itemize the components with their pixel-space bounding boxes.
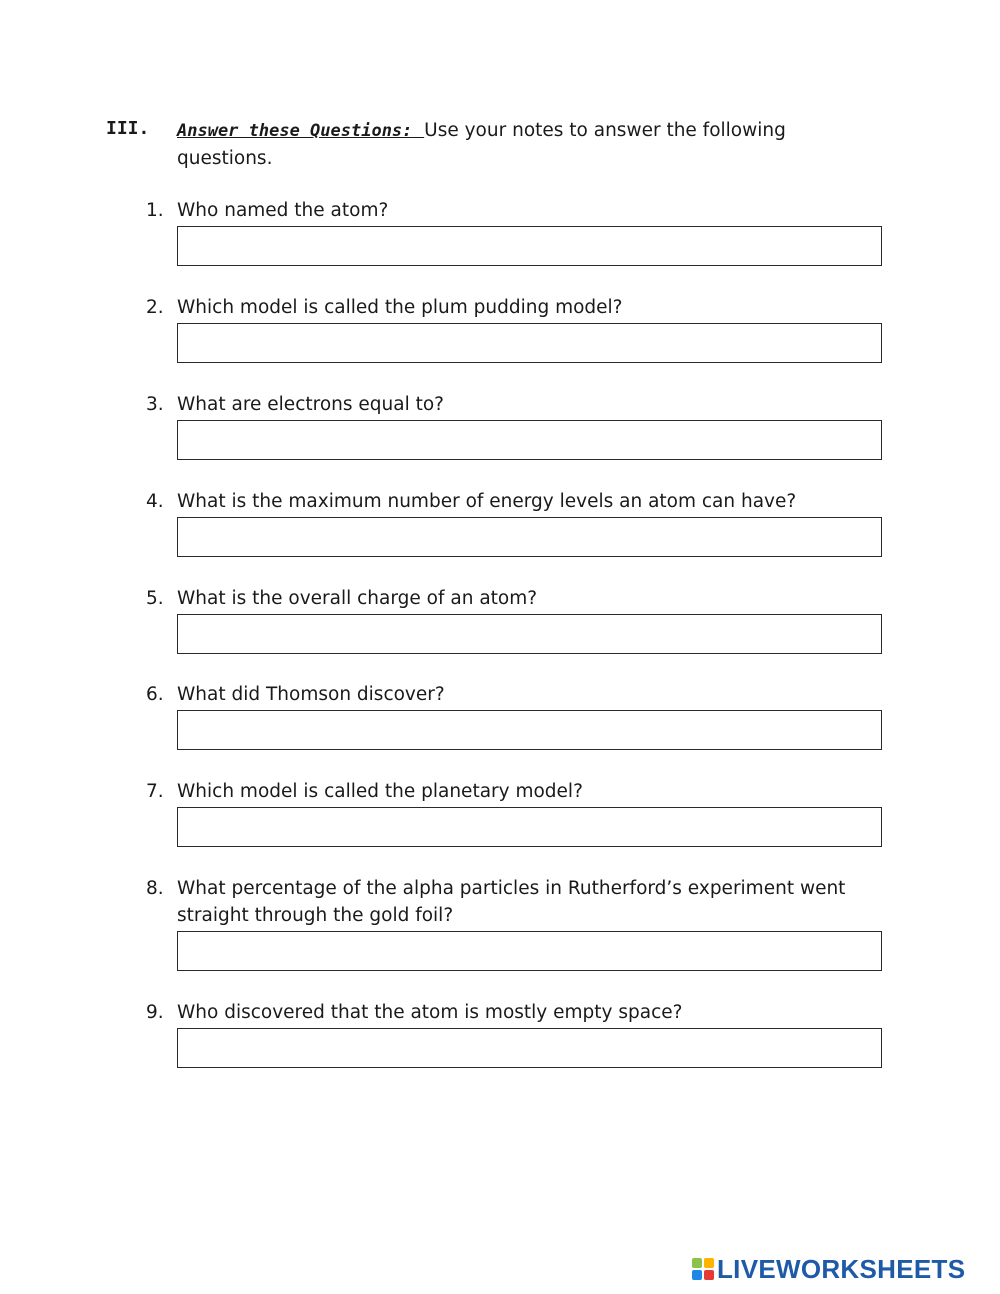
section-instruction: Use your notes to answer the following questions. <box>177 120 786 169</box>
question-number: 8. <box>146 878 164 899</box>
question-number: 2. <box>146 297 164 318</box>
question-number: 9. <box>146 1002 164 1023</box>
question-text: Who discovered that the atom is mostly empty space? <box>177 1002 683 1023</box>
question-text: What are electrons equal to? <box>177 394 444 415</box>
question-number: 3. <box>146 394 164 415</box>
liveworksheets-logo <box>692 1254 965 1284</box>
question-text: Which model is called the plum pudding model? <box>177 297 623 318</box>
question-number: 7. <box>146 781 164 802</box>
logo-text: LIVEWORKSHEETS <box>717 1254 966 1284</box>
question-number: 6. <box>146 684 164 705</box>
question-text: Who named the atom? <box>177 200 389 221</box>
title-underline-pad <box>412 120 424 141</box>
answer-input-3[interactable] <box>177 420 882 460</box>
liveworksheets-logo-icon <box>692 1258 714 1280</box>
question-text: What is the overall charge of an atom? <box>177 588 538 609</box>
answer-input-4[interactable] <box>177 517 882 557</box>
answer-input-1[interactable] <box>177 226 882 266</box>
question-number: 4. <box>146 491 164 512</box>
answer-input-9[interactable] <box>177 1028 882 1068</box>
question-number: 1. <box>146 200 164 221</box>
question-text: What is the maximum number of energy levels an atom can have? <box>177 491 797 512</box>
answer-input-7[interactable] <box>177 807 882 847</box>
section-heading <box>177 117 857 172</box>
question-number: 5. <box>146 588 164 609</box>
question-text: Which model is called the planetary model? <box>177 781 583 802</box>
question-text: What percentage of the alpha particles in Rutherford’s experiment went straight through the gold foil? <box>177 878 846 926</box>
answer-input-5[interactable] <box>177 614 882 654</box>
section-title: Answer these Questions: <box>177 121 413 141</box>
answer-input-8[interactable] <box>177 931 882 971</box>
answer-input-6[interactable] <box>177 710 882 750</box>
section-number: III. <box>106 118 150 139</box>
answer-input-2[interactable] <box>177 323 882 363</box>
question-text: What did Thomson discover? <box>177 684 445 705</box>
